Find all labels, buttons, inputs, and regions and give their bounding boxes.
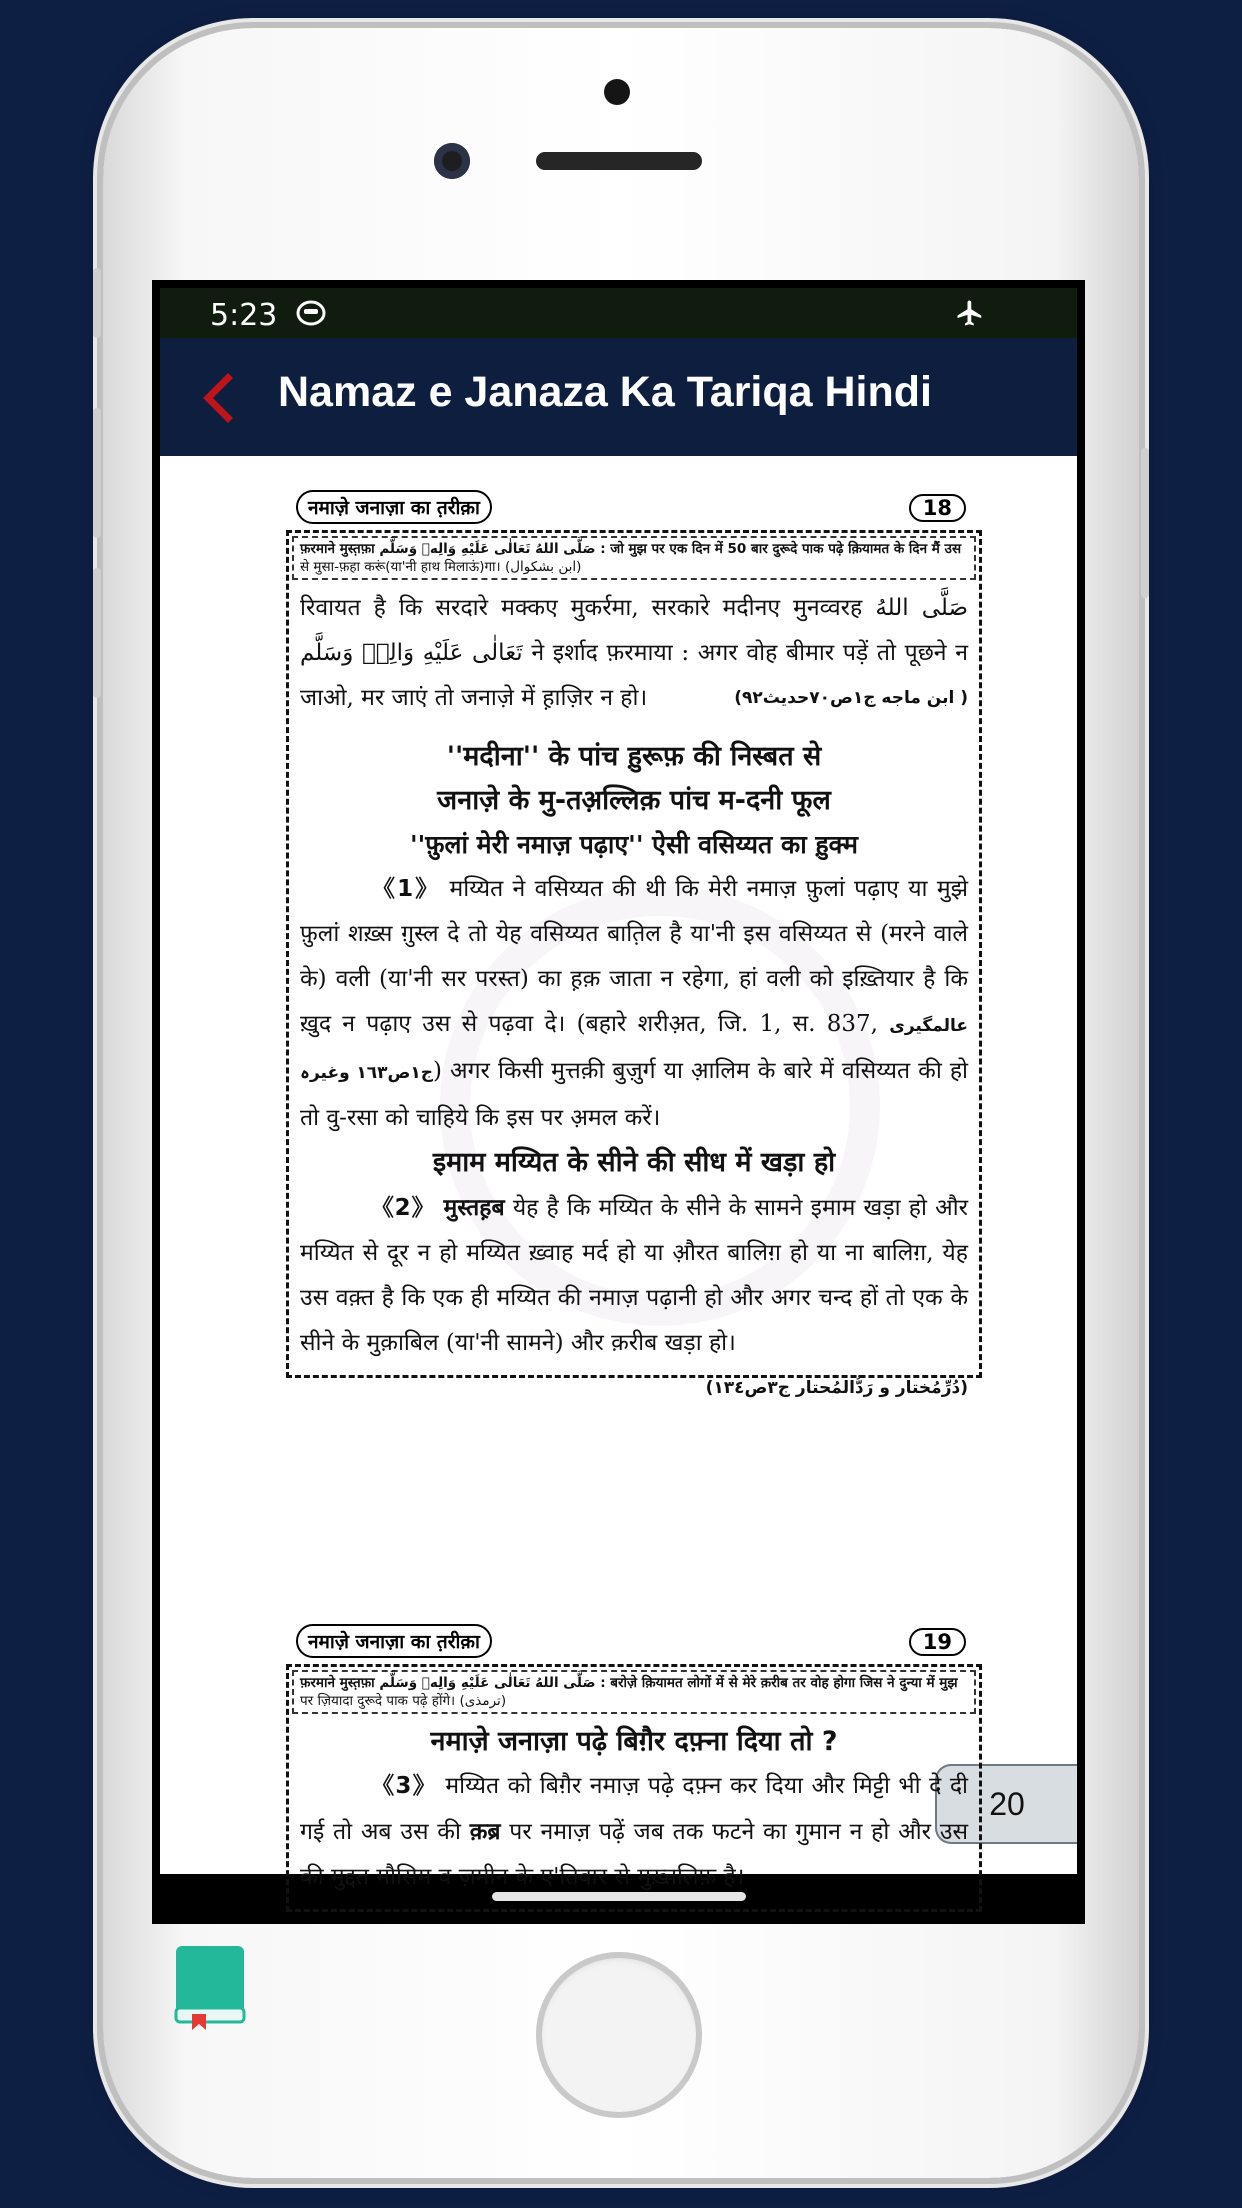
volume-up-button (93, 408, 101, 538)
silent-switch (93, 268, 101, 338)
farman-line: फ़रमाने मुस्त़फ़ा صَلَّى اللهُ تَعَالٰى عَلَيْهِ وَالِهٖ وَسَلَّم : बरोज़े क़ियामत लोगों में से मेरे क़रीब तर वोह होगा जिस ने दुन्या में मुझ (300, 1675, 958, 1691)
power-button (1141, 448, 1149, 598)
home-indicator (492, 1892, 746, 1901)
page-header (286, 1624, 982, 1660)
paragraph (300, 586, 968, 721)
farman-line: फ़रमाने मुस्त़फ़ा صَلَّى اللهُ تَعَالٰى عَلَيْهِ وَالِهٖ وَسَلَّم : जो मुझ पर एक दिन में 50 बार दुरूदे पाक पढ़े क़ियामत के दिन मैं उस (300, 541, 962, 557)
reference: ( ابن ماجه ج١ص٧٠حديث٩٢) (734, 688, 968, 708)
page-header-title: नमाज़े जनाज़ा का त़रीक़ा (296, 490, 492, 524)
notification-app-icon (296, 300, 326, 326)
back-arrow-icon[interactable] (190, 368, 250, 428)
page-frame (286, 1664, 982, 1912)
home-button[interactable] (536, 1952, 702, 2118)
paragraph-text: मय्यित को बिग़ैर नमाज़ पढ़े दफ़्न कर दिया और मिट्टी भी दे दी गई तो अब उस की (300, 1773, 968, 1845)
book-page (286, 1624, 982, 1912)
section-heading: जनाज़े के मु-तअ़ल्लिक़ पांच म-दनी फूल (437, 785, 831, 816)
page-counter[interactable]: 20 (935, 1764, 1077, 1844)
section-heading: इमाम मय्यित के सीने की सीध में खड़ा हो (432, 1147, 836, 1178)
paragraph (300, 1185, 969, 1398)
screen (152, 280, 1085, 1924)
paragraph-text: रिवायत है कि सरदारे मक्कए मुकर्रमा, सरकारे मदीनए मुनव्वरह صَلَّى اللهُ تَعَالٰى عَلَيْهِ وَالِهٖ وَسَلَّم ने इर्शाद फ़रमाया : अगर वोह बीमार पड़ें तो पूछने न जाओ, मर जाएं तो जनाज़े में ह़ाज़िर न हो। (300, 595, 969, 711)
book-viewer[interactable] (160, 456, 1077, 1890)
paragraph-text: ) अगर किसी मुत्तक़ी बुज़ुर्ग या आ़लिम के बारे में वसिय्यत की हो तो वु-रसा को चाहिये कि इस पर अ़मल करें। (300, 1058, 969, 1131)
bold-term: मुस्तह़ब (443, 1194, 505, 1221)
section-heading: ''फ़ुलां मेरी नमाज़ पढ़ाए'' ऐसी वसिय्यत का ह़ुक्म (409, 830, 859, 859)
book-icon[interactable] (174, 1944, 246, 2032)
farman-box (292, 1670, 976, 1714)
reference: عالمگیری ج١ص١٦٣ وغیرہ (300, 1016, 968, 1083)
section-heading: नमाज़े जनाज़ा पढ़े बिग़ैर दफ़्ना दिया तो ? (430, 1726, 838, 1757)
status-bar (160, 288, 1077, 338)
front-camera (434, 143, 470, 179)
point-number: 《1》 (370, 876, 441, 902)
point-number: 《3》 (370, 1773, 437, 1799)
proximity-sensor (604, 79, 630, 105)
app-title: Namaz e Janaza Ka Tariqa Hindi (278, 368, 932, 416)
page-body (292, 580, 976, 1398)
page-body (292, 1714, 976, 1906)
page-header-number: 19 (909, 1628, 966, 1656)
page-header-number: 18 (909, 494, 966, 522)
page-frame (286, 530, 982, 1398)
volume-down-button (93, 568, 101, 698)
point-number: 《2》 (370, 1195, 436, 1221)
earpiece-speaker (536, 152, 702, 170)
bold-term: क़ब्र (469, 1818, 501, 1845)
reference: (دُرِّمُختار و رَدُّالمُحتار ج٣ص١٣٤) (705, 1378, 968, 1398)
book-page (286, 490, 982, 1411)
paragraph-text: मय्यित ने वसिय्यत की थी कि मेरी नमाज़ फ़ुलां पढ़ाए या मुझे फ़ुलां शख़्स ग़ुस्ल दे तो येह वसिय्यत बात़िल है या'नी इस वसिय्यत से (मरने वाले के) वली (या'नी सर परस्त) का ह़क़ जाता न रहेगा, हां वली को इख़्तियार है कि ख़ुद न पढ़ाए उस से पढ़वा दे। (बहारे शरीअ़त, जि. 1, स. 837, (300, 876, 968, 1037)
app-bar (160, 338, 1077, 456)
paragraph (300, 1764, 968, 1900)
airplane-mode-icon (953, 298, 987, 328)
paragraph-text: येह है कि मय्यित के सीने के सामने इमाम खड़ा हो और मय्यित से दूर न हो मय्यित ख़्वाह मर्द हो या औ़रत बालिग़ हो या ना बालिग़, येह उस वक़्त है कि एक ही मय्यित की नमाज़ पढ़ानी हो और अगर चन्द हों तो एक के सीने के मुक़ाबिल (या'नी सामने) और क़रीब खड़ा हो। (300, 1195, 969, 1356)
paragraph (300, 867, 968, 1141)
section-heading: ''मदीना'' के पांच ह़ुरूफ़ की निस्बत से (446, 741, 822, 772)
farman-box (292, 536, 976, 580)
farman-line: से मुसा-फ़हा करूं(या'नी हाथ मिलाऊं)गा। (ابن بشكوال) (300, 559, 582, 575)
page-header (286, 490, 982, 526)
farman-line: पर ज़ियादा दुरूदे पाक पढ़े होंगे। (ترمذی) (300, 1693, 507, 1709)
status-time: 5:23 (210, 298, 278, 333)
page-header-title: नमाज़े जनाज़ा का त़रीक़ा (296, 1624, 492, 1658)
paragraph-text: पर नमाज़ पढ़ें जब तक फटने का गुमान न हो और उस की मुद्दत मौसिम व ज़मीन के ए'तिबार से मुख़्तलिफ़ है। (300, 1819, 968, 1890)
